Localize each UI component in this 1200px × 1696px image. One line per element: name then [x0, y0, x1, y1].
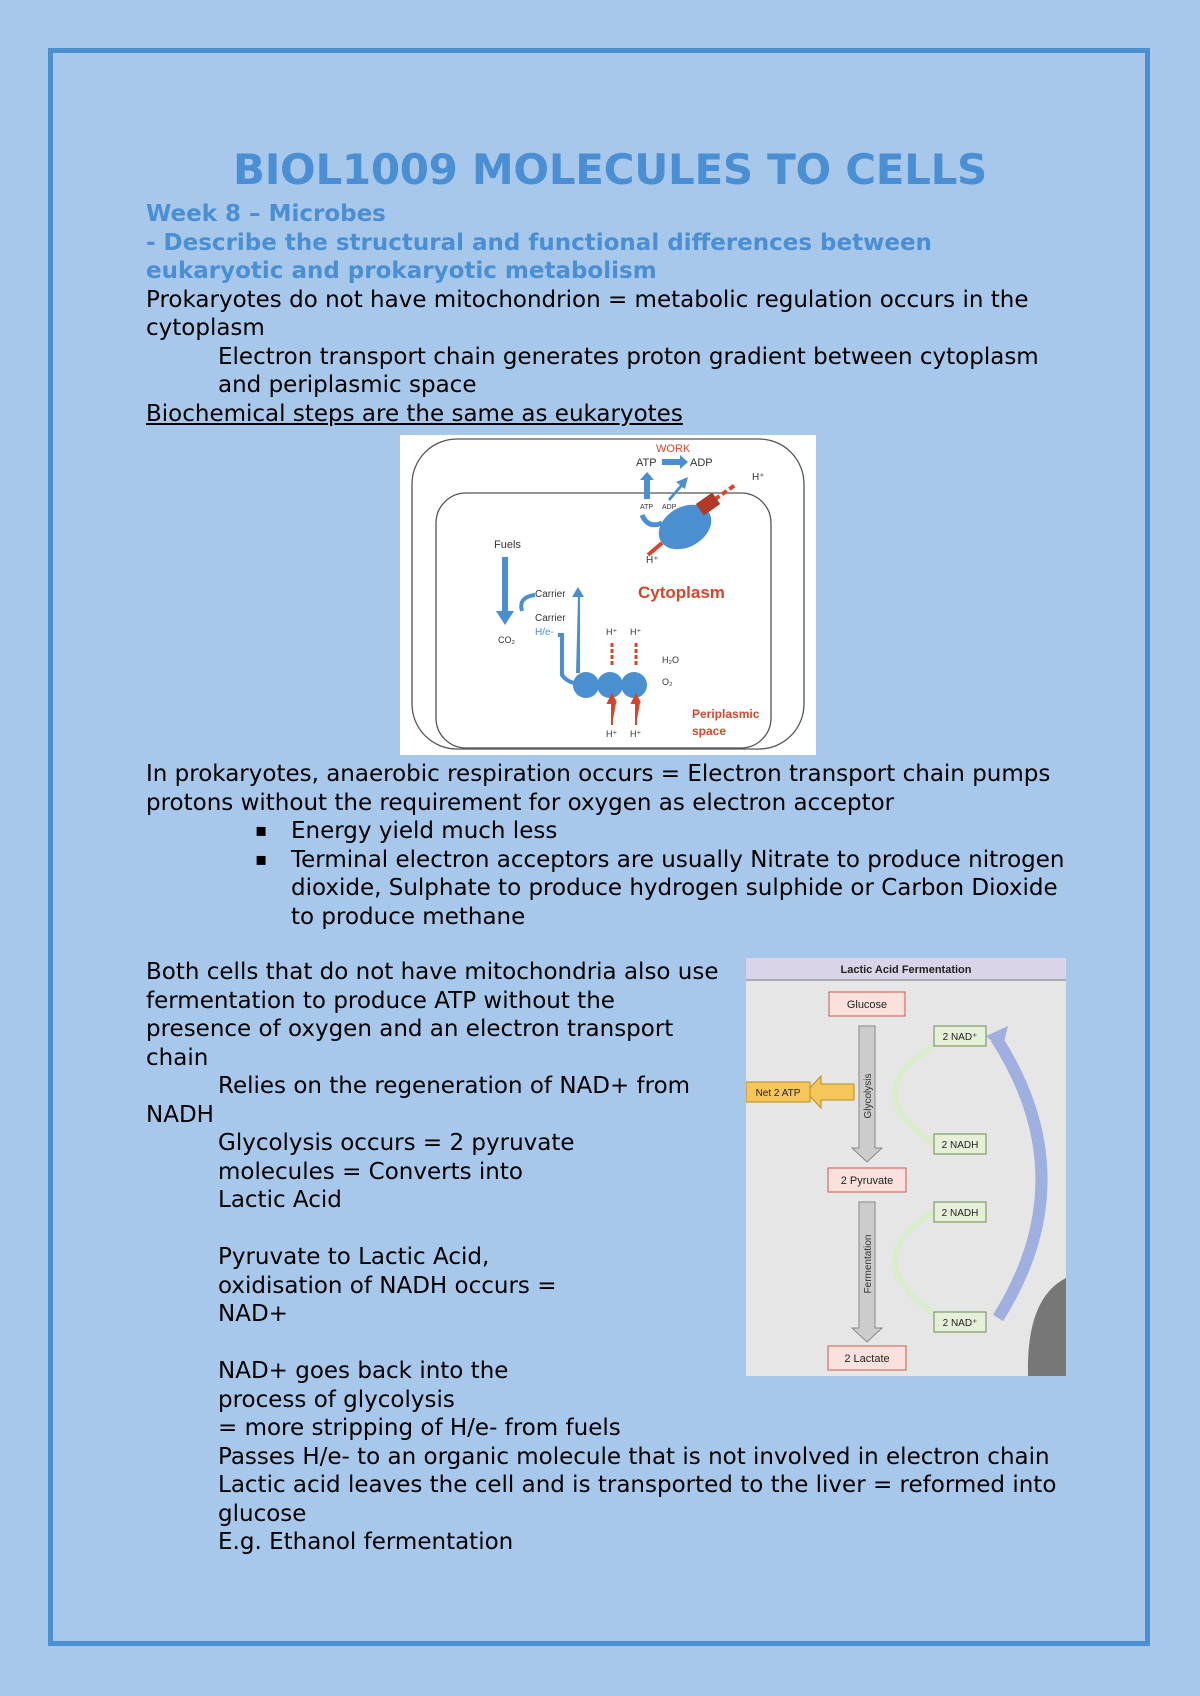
h-label-2: H⁺ — [630, 627, 642, 637]
underlined-text: Biochemical steps are the same as eukaryotes — [146, 400, 683, 427]
objective-heading: - Describe the structural and functional differences between eukaryotic and prokaryotic metabolism — [146, 229, 932, 284]
etc-diagram — [400, 435, 816, 755]
adp-label: ADP — [690, 457, 713, 469]
list-item: ▪ Terminal electron acceptors are usually Nitrate to produce nitrogen dioxide, Sulphate to produce hydrogen sulphide or Carbon Dioxide to produce methane — [291, 846, 1066, 932]
h-label-4: H⁺ — [630, 729, 642, 739]
paragraph-nadh: NADH — [146, 1101, 214, 1128]
carrier-label-2: Carrier — [535, 613, 566, 624]
up-arrow-icon — [640, 472, 654, 499]
paragraph-fermentation: Both cells that do not have mitochondria also use fermentation to produce ATP without the presence of oxygen and an electron transport chain — [146, 959, 719, 1071]
fuels-arrow-icon — [496, 557, 514, 625]
nadh-arc-icon — [895, 1212, 934, 1314]
work-label: WORK — [656, 443, 691, 455]
h-label-3: H⁺ — [606, 729, 618, 739]
cytoplasm-label: Cytoplasm — [638, 583, 725, 602]
diagram-title: Lactic Acid Fermentation — [840, 964, 972, 976]
regeneration-arc-icon — [996, 1038, 1042, 1318]
lactate-label: 2 Lactate — [844, 1353, 890, 1365]
co2-label: CO₂ — [498, 635, 515, 645]
periplasmic-label: Periplasmic — [692, 707, 760, 721]
paragraph-passes: Passes H/e- to an organic molecule that is not involved in electron chain — [218, 1443, 1050, 1470]
h-label-1: H⁺ — [606, 627, 618, 637]
curved-arrow-icon — [642, 515, 662, 525]
glucose-label: Glucose — [846, 999, 888, 1011]
bullet-list — [146, 817, 1066, 931]
carrier-label-1: Carrier — [535, 589, 566, 600]
week-heading: Week 8 – Microbes — [146, 201, 386, 227]
paragraph-etc: Electron transport chain generates proton gradient between cytoplasm and periplasmic space — [218, 343, 1039, 398]
he-label: H/e- — [535, 627, 554, 638]
anaerobic-section — [146, 760, 1066, 931]
complex-2-icon — [597, 672, 623, 698]
atp-arrow-icon — [806, 1076, 854, 1108]
nadh-label-2: 2 NADH — [941, 1208, 979, 1219]
paragraph-prokaryotes: Prokaryotes do not have mitochondrion = metabolic regulation occurs in the cytoplasm — [146, 286, 1029, 341]
o2-label: O₂ — [662, 677, 673, 687]
header-section — [146, 140, 1066, 428]
adp-small-label: ADP — [662, 504, 677, 511]
nad-label-2: 2 NAD⁺ — [942, 1318, 978, 1329]
paragraph-nad-regeneration: Relies on the regeneration of NAD+ from — [218, 1073, 691, 1099]
h2o-label: H₂O — [662, 655, 679, 665]
complex-3-icon — [621, 672, 647, 698]
h-mid-label: H⁺ — [646, 555, 659, 566]
h-top-label: H⁺ — [752, 472, 765, 483]
corner-shadow — [1028, 1278, 1066, 1376]
glycolysis-label: Glycolysis — [863, 1073, 874, 1119]
paragraph-anaerobic: In prokaryotes, anaerobic respiration occurs = Electron transport chain pumps protons without the requirement for oxygen as electron acceptor — [146, 761, 1051, 816]
nadh-label-1: 2 NADH — [941, 1140, 979, 1151]
diag-arrow-icon — [668, 477, 688, 501]
document-title: BIOL1009 MOLECULES TO CELLS — [233, 145, 987, 194]
paragraph-liver: Lactic acid leaves the cell and is transported to the liver = reformed into glucose — [218, 1472, 1057, 1527]
paragraph-glycolysis: Glycolysis occurs = 2 pyruvate molecules = Converts into Lactic Acid — [218, 1130, 575, 1213]
fermentation-label: Fermentation — [863, 1234, 874, 1294]
list-item: ▪ Energy yield much less — [291, 817, 1066, 846]
fuels-label: Fuels — [494, 539, 521, 551]
space-label: space — [692, 724, 727, 738]
nad-arc-icon — [895, 1046, 934, 1144]
atp-small-label: ATP — [640, 504, 654, 511]
paragraph-stripping: = more stripping of H/e- from fuels — [218, 1415, 621, 1441]
nad-label-1: 2 NAD⁺ — [942, 1032, 978, 1043]
complex-1-icon — [573, 672, 599, 698]
pyruvate-label: 2 Pyruvate — [840, 1175, 894, 1187]
net-atp-label: Net 2 ATP — [755, 1088, 801, 1099]
atp-arrow-icon — [662, 455, 688, 469]
paragraph-pyruvate: Pyruvate to Lactic Acid, oxidisation of NADH occurs = NAD+ — [218, 1244, 557, 1327]
lactic-acid-diagram — [746, 958, 1066, 1376]
atp-label: ATP — [636, 457, 657, 469]
paragraph-nad-back: NAD+ goes back into the process of glycolysis — [218, 1358, 509, 1413]
carrier-arrow-icon — [521, 595, 535, 611]
paragraph-ethanol: E.g. Ethanol fermentation — [218, 1529, 514, 1555]
